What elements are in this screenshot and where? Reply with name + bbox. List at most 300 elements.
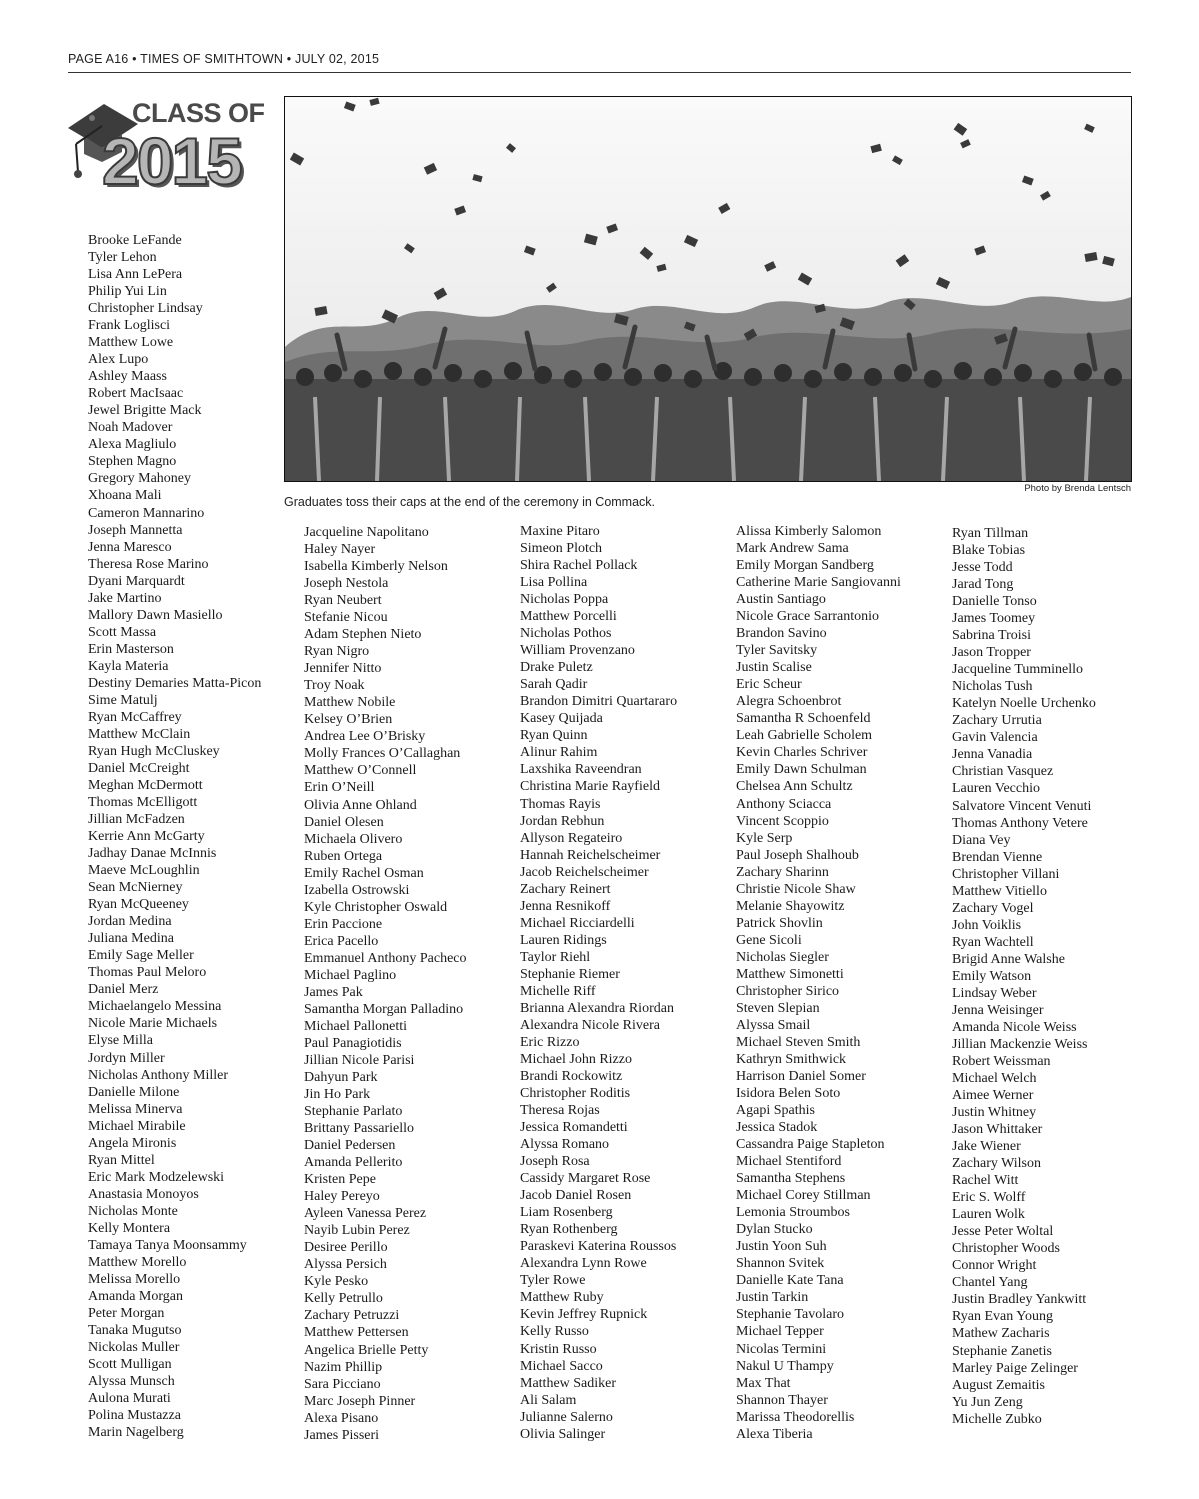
graduate-name: Nicholas Poppa — [520, 592, 609, 608]
graduate-name: Blake Tobias — [952, 543, 1026, 559]
graduate-name: Erin Masterson — [88, 641, 174, 657]
graduate-name: Kasey Quijada — [520, 711, 603, 727]
graduate-name: Justin Scalise — [736, 660, 812, 676]
graduate-name: Olivia Anne Ohland — [304, 797, 417, 813]
graduate-name: Matthew Morello — [88, 1254, 187, 1270]
graduate-name: Ryan Hugh McCluskey — [88, 743, 220, 759]
graduate-name: Brooke LeFande — [88, 233, 182, 248]
graduate-name: Julianne Salerno — [520, 1409, 613, 1425]
graduate-name: Matthew McClain — [88, 726, 191, 742]
graduate-name: Polina Mustazza — [88, 1408, 181, 1424]
graduate-name: Zachary Vogel — [952, 900, 1034, 916]
graduate-name: Erin Paccione — [304, 916, 383, 932]
graduate-name: Marc Joseph Pinner — [304, 1393, 416, 1409]
graduate-name: Jordyn Miller — [88, 1050, 165, 1066]
graduate-name: Daniel Pedersen — [304, 1138, 396, 1154]
graduate-name: Matthew Vitiello — [952, 883, 1047, 899]
graduate-name: Michelle Zubko — [952, 1411, 1042, 1427]
graduate-name: Juliana Medina — [88, 931, 174, 947]
graduate-name: Ryan Neubert — [304, 593, 382, 609]
graduate-name: Mathew Zacharis — [952, 1326, 1050, 1342]
graduate-name: Tanaka Mugutso — [88, 1323, 182, 1338]
graduate-name: Cassandra Paige Stapleton — [736, 1137, 885, 1153]
graduate-name: Joseph Mannetta — [88, 522, 183, 538]
graduate-name: Justin Bradley Yankwitt — [952, 1292, 1087, 1308]
graduate-name: Theresa Rojas — [520, 1103, 600, 1119]
class-of-2015-logo — [66, 98, 266, 198]
graduate-name: Alissa Kimberly Salomon — [736, 524, 882, 539]
graduate-name: Nicole Grace Sarrantonio — [736, 609, 880, 625]
graduate-name: Zachary Urrutia — [952, 713, 1042, 729]
graduate-name: Hannah Reichelscheimer — [520, 847, 661, 863]
graduate-name: Haley Nayer — [304, 542, 376, 558]
graduate-name: Daniel McCreight — [88, 760, 190, 776]
graduate-name: Ruben Ortega — [304, 848, 383, 864]
graduate-name: Alyssa Romano — [520, 1137, 610, 1153]
graduate-name: Tamaya Tanya Moonsammy — [88, 1237, 247, 1253]
graduate-name: Samantha R Schoenfeld — [736, 711, 871, 727]
graduate-name: Nicholas Siegler — [736, 949, 829, 965]
graduate-name: Jake Wiener — [952, 1139, 1021, 1155]
header-rule — [68, 72, 1131, 73]
graduate-name: Gene Sicoli — [736, 932, 802, 948]
graduate-name: Steven Slepian — [736, 1000, 820, 1016]
graduate-name: Emily Watson — [952, 968, 1032, 984]
graduate-name: Tyler Savitsky — [736, 643, 818, 659]
graduate-name: Kelly Russo — [520, 1324, 589, 1340]
graduate-name: Alexa Magliulo — [88, 437, 177, 453]
graduate-name: Emily Morgan Sandberg — [736, 558, 874, 574]
graduate-name: Michaelangelo Messina — [88, 999, 222, 1015]
graduate-name: Simeon Plotch — [520, 541, 603, 557]
graduate-name: Jordan Rebhun — [520, 813, 605, 829]
graduate-name: Dyani Marquardt — [88, 573, 185, 589]
graduate-name: Kerrie Ann McGarty — [88, 829, 205, 845]
graduate-name: Kyle Christopher Oswald — [304, 899, 448, 915]
graduate-name: Gavin Valencia — [952, 730, 1038, 746]
graduate-name: Scott Massa — [88, 624, 157, 640]
graduate-name: Matthew Sadiker — [520, 1375, 617, 1391]
graduate-name: Stefanie Nicou — [304, 610, 388, 626]
graduate-name: Kyle Pesko — [304, 1274, 369, 1290]
graduate-name: Amanda Morgan — [88, 1288, 183, 1304]
graduate-name: Danielle Tonso — [952, 594, 1037, 610]
graduate-name: Brandon Dimitri Quartararo — [520, 694, 678, 710]
graduate-name: Anthony Sciacca — [736, 796, 832, 812]
graduate-name: Vincent Scoppio — [736, 813, 829, 829]
graduate-name: Eric Rizzo — [520, 1034, 580, 1050]
graduate-name: Anastasia Monoyos — [88, 1186, 199, 1202]
graduate-name: Alegra Schoenbrot — [736, 694, 842, 710]
graduate-name: Drake Puletz — [520, 660, 593, 676]
graduate-name: Ryan Tillman — [952, 526, 1029, 541]
graduate-name: Shannon Svitek — [736, 1256, 825, 1272]
graduate-name: Diana Vey — [952, 832, 1011, 848]
graduate-name: Michael Corey Stillman — [736, 1188, 871, 1204]
graduate-name: Zachary Wilson — [952, 1156, 1041, 1172]
graduate-name: Connor Wright — [952, 1258, 1037, 1274]
graduate-name: Jason Whittaker — [952, 1122, 1043, 1138]
graduate-name: Patrick Shovlin — [736, 915, 823, 931]
graduate-name: Daniel Olesen — [304, 814, 384, 830]
graduate-name: Nicholas Anthony Miller — [88, 1067, 228, 1083]
graduate-name: Joseph Nestola — [304, 576, 389, 592]
graduate-name: Cameron Mannarino — [88, 505, 205, 521]
graduate-name: Jenna Weisinger — [952, 1002, 1044, 1018]
graduate-name: Justin Whitney — [952, 1105, 1037, 1121]
graduate-name: Emily Sage Meller — [88, 948, 194, 964]
graduate-name: Matthew Nobile — [304, 695, 396, 711]
graduate-name: Jenna Vanadia — [952, 747, 1033, 763]
graduate-name: Thomas Anthony Vetere — [952, 815, 1088, 831]
graduate-name: Michael John Rizzo — [520, 1051, 632, 1067]
graduate-name: Jason Tropper — [952, 645, 1031, 661]
graduate-name: Yu Jun Zeng — [952, 1394, 1023, 1410]
name-column-2 — [304, 524, 467, 1444]
graduate-name: Katelyn Noelle Urchenko — [952, 696, 1096, 712]
graduate-name: Melanie Shayowitz — [736, 898, 845, 914]
name-column-1 — [88, 232, 261, 1441]
graduate-name: Michael Tepper — [736, 1324, 824, 1340]
graduate-name: Thomas Paul Meloro — [88, 965, 207, 981]
graduate-name: Christian Vasquez — [952, 764, 1054, 780]
graduate-name: Samantha Morgan Palladino — [304, 1001, 464, 1017]
graduate-name: Kevin Charles Schriver — [736, 745, 868, 761]
graduate-name: Ryan Evan Young — [952, 1309, 1053, 1325]
graduate-name: Christopher Lindsay — [88, 301, 203, 317]
graduate-name: Mallory Dawn Masiello — [88, 607, 223, 623]
graduate-name: Melissa Minerva — [88, 1101, 183, 1117]
graduate-name: Aimee Werner — [952, 1088, 1034, 1104]
graduate-name: Michael Paglino — [304, 967, 397, 983]
name-column-5 — [952, 525, 1096, 1428]
graduate-name: Justin Yoon Suh — [736, 1239, 827, 1255]
graduate-name: Michael Mirabile — [88, 1118, 186, 1134]
graduate-name: Rachel Witt — [952, 1173, 1019, 1189]
graduate-name: Erin O’Neill — [304, 780, 375, 796]
graduate-name: Maeve McLoughlin — [88, 863, 200, 879]
graduate-name: Laxshika Raveendran — [520, 762, 642, 778]
graduate-name: Philip Yui Lin — [88, 284, 167, 300]
graduate-name: Kristen Pepe — [304, 1172, 376, 1188]
graduate-name: William Provenzano — [520, 643, 635, 659]
graduate-name: Desiree Perillo — [304, 1240, 388, 1256]
graduate-name: Christie Nicole Shaw — [736, 881, 856, 897]
graduate-name: Nicholas Tush — [952, 679, 1033, 695]
graduate-name: Gregory Mahoney — [88, 471, 192, 487]
graduate-name: Zachary Petruzzi — [304, 1308, 400, 1324]
graduate-name: Angelica Brielle Petty — [304, 1342, 429, 1358]
logo-year-text: 2015 — [102, 124, 241, 198]
graduate-name: Nakul U Thampy — [736, 1358, 834, 1374]
graduate-name: Nickolas Muller — [88, 1340, 180, 1356]
graduate-name: Jesse Peter Woltal — [952, 1224, 1054, 1240]
graduate-name: Aulona Murati — [88, 1391, 171, 1407]
graduate-name: Olivia Salinger — [520, 1426, 606, 1442]
graduate-name: Nicole Marie Michaels — [88, 1016, 218, 1032]
graduate-name: Maxine Pitaro — [520, 524, 600, 539]
graduate-name: Shannon Thayer — [736, 1392, 828, 1408]
graduate-name: Alexandra Nicole Rivera — [520, 1017, 660, 1033]
graduate-name: Sara Picciano — [304, 1376, 381, 1392]
graduate-name: Kayla Materia — [88, 658, 169, 674]
graduate-name: Brandi Rockowitz — [520, 1069, 623, 1084]
graduate-name: Michael Steven Smith — [736, 1034, 861, 1050]
graduate-name: Daniel Merz — [88, 982, 159, 998]
graduate-name: Molly Frances O’Callaghan — [304, 746, 461, 762]
logo-class-of-text: CLASS OF — [132, 98, 265, 128]
graduate-name: Marley Paige Zelinger — [952, 1360, 1078, 1376]
graduate-name: Christopher Sirico — [736, 983, 840, 999]
graduate-name: Eric Scheur — [736, 677, 802, 693]
graduate-name: Jacqueline Tumminello — [952, 662, 1084, 678]
graduate-name: Theresa Rose Marino — [88, 556, 209, 572]
graduate-name: Matthew Simonetti — [736, 966, 844, 982]
graduate-name: Lindsay Weber — [952, 985, 1037, 1001]
graduate-name: Brianna Alexandra Riordan — [520, 1000, 674, 1016]
graduate-name: Jesse Todd — [952, 560, 1013, 576]
graduate-name: James Pak — [304, 984, 363, 1000]
graduate-name: Mark Andrew Sama — [736, 541, 849, 557]
graduate-name: Ryan Rothenberg — [520, 1222, 618, 1238]
graduate-name: Kelly Petrullo — [304, 1291, 383, 1307]
graduate-name: Stephanie Riemer — [520, 966, 620, 982]
graduate-name: Christina Marie Rayfield — [520, 779, 660, 795]
graduate-name: Lemonia Stroumbos — [736, 1205, 850, 1221]
graduate-name: Kevin Jeffrey Rupnick — [520, 1307, 648, 1323]
graduate-name: Adam Stephen Nieto — [304, 627, 422, 643]
graduate-name: Michael Ricciardelli — [520, 915, 635, 931]
graduate-name: Jacqueline Napolitano — [304, 525, 429, 540]
graduate-name: Danielle Kate Tana — [736, 1273, 844, 1289]
graduate-name: Nayib Lubin Perez — [304, 1223, 410, 1239]
graduate-name: Michelle Riff — [520, 983, 596, 999]
graduation-photo-illustration — [285, 97, 1131, 481]
graduate-name: Jacob Reichelscheimer — [520, 864, 649, 880]
graduate-name: Christopher Roditis — [520, 1086, 631, 1102]
graduate-name: Angela Mironis — [88, 1135, 177, 1151]
graduate-name: Catherine Marie Sangiovanni — [736, 575, 901, 591]
graduate-name: Ali Salam — [520, 1392, 577, 1408]
graduate-name: Noah Madover — [88, 420, 173, 436]
graduate-name: Peter Morgan — [88, 1305, 165, 1321]
graduate-name: John Voiklis — [952, 917, 1022, 933]
graduate-name: Ryan Nigro — [304, 644, 370, 660]
graduate-name: Marissa Theodorellis — [736, 1409, 855, 1425]
graduate-name: Stephen Magno — [88, 454, 177, 470]
graduate-name: Andrea Lee O’Brisky — [304, 729, 426, 745]
graduate-name: Sarah Qadir — [520, 677, 588, 693]
graduate-name: Shira Rachel Pollack — [520, 558, 638, 574]
graduate-name: Brigid Anne Walshe — [952, 951, 1065, 967]
graduate-name: Jennifer Nitto — [304, 661, 382, 677]
graduate-name: Jadhay Danae McInnis — [88, 846, 217, 862]
graduate-name: Nicholas Monte — [88, 1203, 178, 1219]
graduate-name: Jessica Stadok — [736, 1120, 818, 1136]
graduate-name: Thomas McElligott — [88, 795, 198, 811]
graduate-name: Nicolas Termini — [736, 1341, 827, 1357]
graduate-name: Kelsey O’Brien — [304, 712, 393, 728]
graduate-name: Alyssa Munsch — [88, 1374, 175, 1390]
graduate-name: Meghan McDermott — [88, 778, 203, 793]
graduate-name: Ryan Wachtell — [952, 934, 1034, 950]
graduate-name: Max That — [736, 1375, 791, 1391]
graduate-name: Nazim Phillip — [304, 1359, 383, 1375]
graduate-name: Matthew Ruby — [520, 1290, 604, 1306]
graduate-name: Leah Gabrielle Scholem — [736, 728, 873, 744]
graduate-name: Lauren Vecchio — [952, 781, 1040, 797]
graduate-name: Alinur Rahim — [520, 745, 598, 761]
graduate-name: Paraskevi Katerina Roussos — [520, 1239, 677, 1255]
graduate-name: Alex Lupo — [88, 352, 149, 368]
graduate-name: Sean McNierney — [88, 880, 183, 896]
graduate-name: Michael Sacco — [520, 1358, 603, 1374]
graduate-name: Dylan Stucko — [736, 1222, 813, 1238]
graduate-name: Liam Rosenberg — [520, 1205, 613, 1221]
graduate-name: Michaela Olivero — [304, 831, 403, 847]
graduate-name: Tyler Rowe — [520, 1273, 586, 1289]
graduate-name: Cassidy Margaret Rose — [520, 1171, 651, 1187]
graduate-name: Erica Pacello — [304, 933, 379, 949]
graduate-name: Zachary Sharinn — [736, 864, 829, 880]
graduate-name: Lauren Ridings — [520, 932, 607, 948]
graduate-name: James Toomey — [952, 611, 1036, 627]
graduate-name: Matthew Lowe — [88, 335, 174, 351]
page-header: PAGE A16 • TIMES OF SMITHTOWN • JULY 02, 2015 — [68, 52, 380, 66]
graduate-name: Xhoana Mali — [88, 488, 162, 504]
graduate-name: Jenna Maresco — [88, 539, 172, 555]
graduate-name: Paul Joseph Shalhoub — [736, 847, 859, 863]
graduate-name: Michael Pallonetti — [304, 1018, 408, 1034]
graduate-name: Sabrina Troisi — [952, 628, 1031, 644]
graduate-name: Jin Ho Park — [304, 1087, 371, 1103]
graduate-name: Paul Panagiotidis — [304, 1035, 402, 1051]
graduate-name: Taylor Riehl — [520, 949, 591, 965]
graduate-name: Frank Loglisci — [88, 318, 171, 334]
graduate-name: Dahyun Park — [304, 1070, 378, 1085]
graduate-name: Matthew Porcelli — [520, 609, 617, 625]
graduate-name: Austin Santiago — [736, 592, 826, 608]
graduate-name: Ryan Mittel — [88, 1152, 155, 1168]
graduate-name: Jenna Resnikoff — [520, 898, 611, 914]
graduate-name: Ryan McCaffrey — [88, 709, 182, 725]
graduate-name: Haley Pereyo — [304, 1189, 380, 1205]
graduate-name: Kelly Montera — [88, 1220, 171, 1236]
graduate-name: Eric S. Wolff — [952, 1190, 1026, 1206]
graduate-name: Stephanie Zanetis — [952, 1343, 1052, 1359]
graduate-name: Troy Noak — [304, 678, 365, 694]
name-column-3 — [520, 523, 677, 1443]
graduate-name: Kathryn Smithwick — [736, 1051, 847, 1067]
graduate-name: Allyson Regateiro — [520, 830, 623, 846]
graduate-name: Isidora Belen Soto — [736, 1086, 841, 1102]
photo-credit: Photo by Brenda Lentsch — [1024, 483, 1131, 494]
graduate-name: Lisa Pollina — [520, 575, 588, 591]
graduate-name: Ryan McQueeney — [88, 897, 189, 913]
graduate-name: Jacob Daniel Rosen — [520, 1188, 632, 1204]
graduate-name: Harrison Daniel Somer — [736, 1069, 866, 1084]
graduate-name: Jillian McFadzen — [88, 812, 185, 828]
graduate-name: Michael Stentiford — [736, 1154, 842, 1170]
graduate-name: Matthew Pettersen — [304, 1325, 409, 1341]
graduate-name: Alexa Pisano — [304, 1410, 379, 1426]
graduate-name: Sime Matulj — [88, 692, 158, 708]
graduate-name: Lisa Ann LePera — [88, 267, 183, 283]
graduate-name: Chantel Yang — [952, 1275, 1028, 1291]
graduate-name: Tyler Lehon — [88, 250, 157, 266]
graduate-name: Zachary Reinert — [520, 881, 611, 897]
graduate-name: Robert Weissman — [952, 1053, 1051, 1069]
graduate-name: Kristin Russo — [520, 1341, 597, 1357]
graduate-name: Ryan Quinn — [520, 728, 588, 744]
graduate-name: Alexa Tiberia — [736, 1426, 813, 1442]
graduate-name: Emily Dawn Schulman — [736, 762, 867, 778]
photo-caption: Graduates toss their caps at the end of the ceremony in Commack. — [284, 495, 656, 509]
graduate-name: Jillian Mackenzie Weiss — [952, 1036, 1088, 1052]
graduate-name: Brittany Passariello — [304, 1121, 415, 1137]
graduate-name: Alexandra Lynn Rowe — [520, 1256, 647, 1272]
graduate-name: Thomas Rayis — [520, 796, 601, 812]
graduate-name: Isabella Kimberly Nelson — [304, 559, 448, 575]
graduation-photo — [284, 96, 1132, 482]
graduate-name: Jessica Romandetti — [520, 1120, 628, 1136]
graduate-name: Melissa Morello — [88, 1271, 181, 1287]
graduate-name: Jordan Medina — [88, 914, 172, 930]
graduate-name: Salvatore Vincent Venuti — [952, 798, 1092, 814]
graduate-name: Marin Nagelberg — [88, 1425, 184, 1441]
graduate-name: Christopher Woods — [952, 1241, 1060, 1257]
graduate-name: Izabella Ostrowski — [304, 882, 410, 898]
graduate-name: Amanda Nicole Weiss — [952, 1019, 1077, 1035]
graduate-name: Alyssa Smail — [736, 1017, 811, 1033]
graduate-name: Alyssa Persich — [304, 1257, 387, 1273]
graduate-name: Christopher Villani — [952, 866, 1060, 882]
graduate-name: Justin Tarkin — [736, 1290, 809, 1306]
graduate-name: Brendan Vienne — [952, 849, 1043, 865]
graduate-name: August Zemaitis — [952, 1377, 1045, 1393]
graduate-name: Stephanie Parlato — [304, 1104, 403, 1120]
graduate-name: Michael Welch — [952, 1071, 1037, 1086]
graduate-name: Nicholas Pothos — [520, 626, 612, 642]
graduate-name: Jake Martino — [88, 590, 162, 606]
graduate-name: Jewel Brigitte Mack — [88, 403, 202, 419]
graduate-name: Joseph Rosa — [520, 1154, 590, 1170]
graduate-name: Scott Mulligan — [88, 1357, 172, 1373]
graduate-name: Danielle Milone — [88, 1084, 180, 1100]
graduate-name: Samantha Stephens — [736, 1171, 846, 1187]
graduate-name: Amanda Pellerito — [304, 1155, 403, 1171]
graduate-name: Jillian Nicole Parisi — [304, 1052, 415, 1068]
graduate-name: Matthew O’Connell — [304, 763, 417, 779]
graduate-name: Jarad Tong — [952, 577, 1014, 593]
graduate-name: James Pisseri — [304, 1427, 380, 1443]
graduate-name: Chelsea Ann Schultz — [736, 779, 853, 795]
graduate-name: Emmanuel Anthony Pacheco — [304, 950, 467, 966]
graduate-name: Stephanie Tavolaro — [736, 1307, 845, 1323]
graduate-name: Kyle Serp — [736, 830, 793, 846]
name-column-4 — [736, 523, 901, 1443]
graduate-name: Emily Rachel Osman — [304, 865, 424, 881]
graduate-name: Destiny Demaries Matta-Picon — [88, 675, 262, 691]
graduate-name: Robert MacIsaac — [88, 386, 184, 402]
graduate-name: Eric Mark Modzelewski — [88, 1169, 225, 1185]
graduate-name: Agapi Spathis — [736, 1103, 815, 1119]
graduate-name: Lauren Wolk — [952, 1207, 1025, 1223]
graduate-name: Ayleen Vanessa Perez — [304, 1206, 427, 1222]
graduate-name: Brandon Savino — [736, 626, 827, 642]
graduate-name: Elyse Milla — [88, 1033, 153, 1049]
graduate-name: Ashley Maass — [88, 369, 167, 385]
